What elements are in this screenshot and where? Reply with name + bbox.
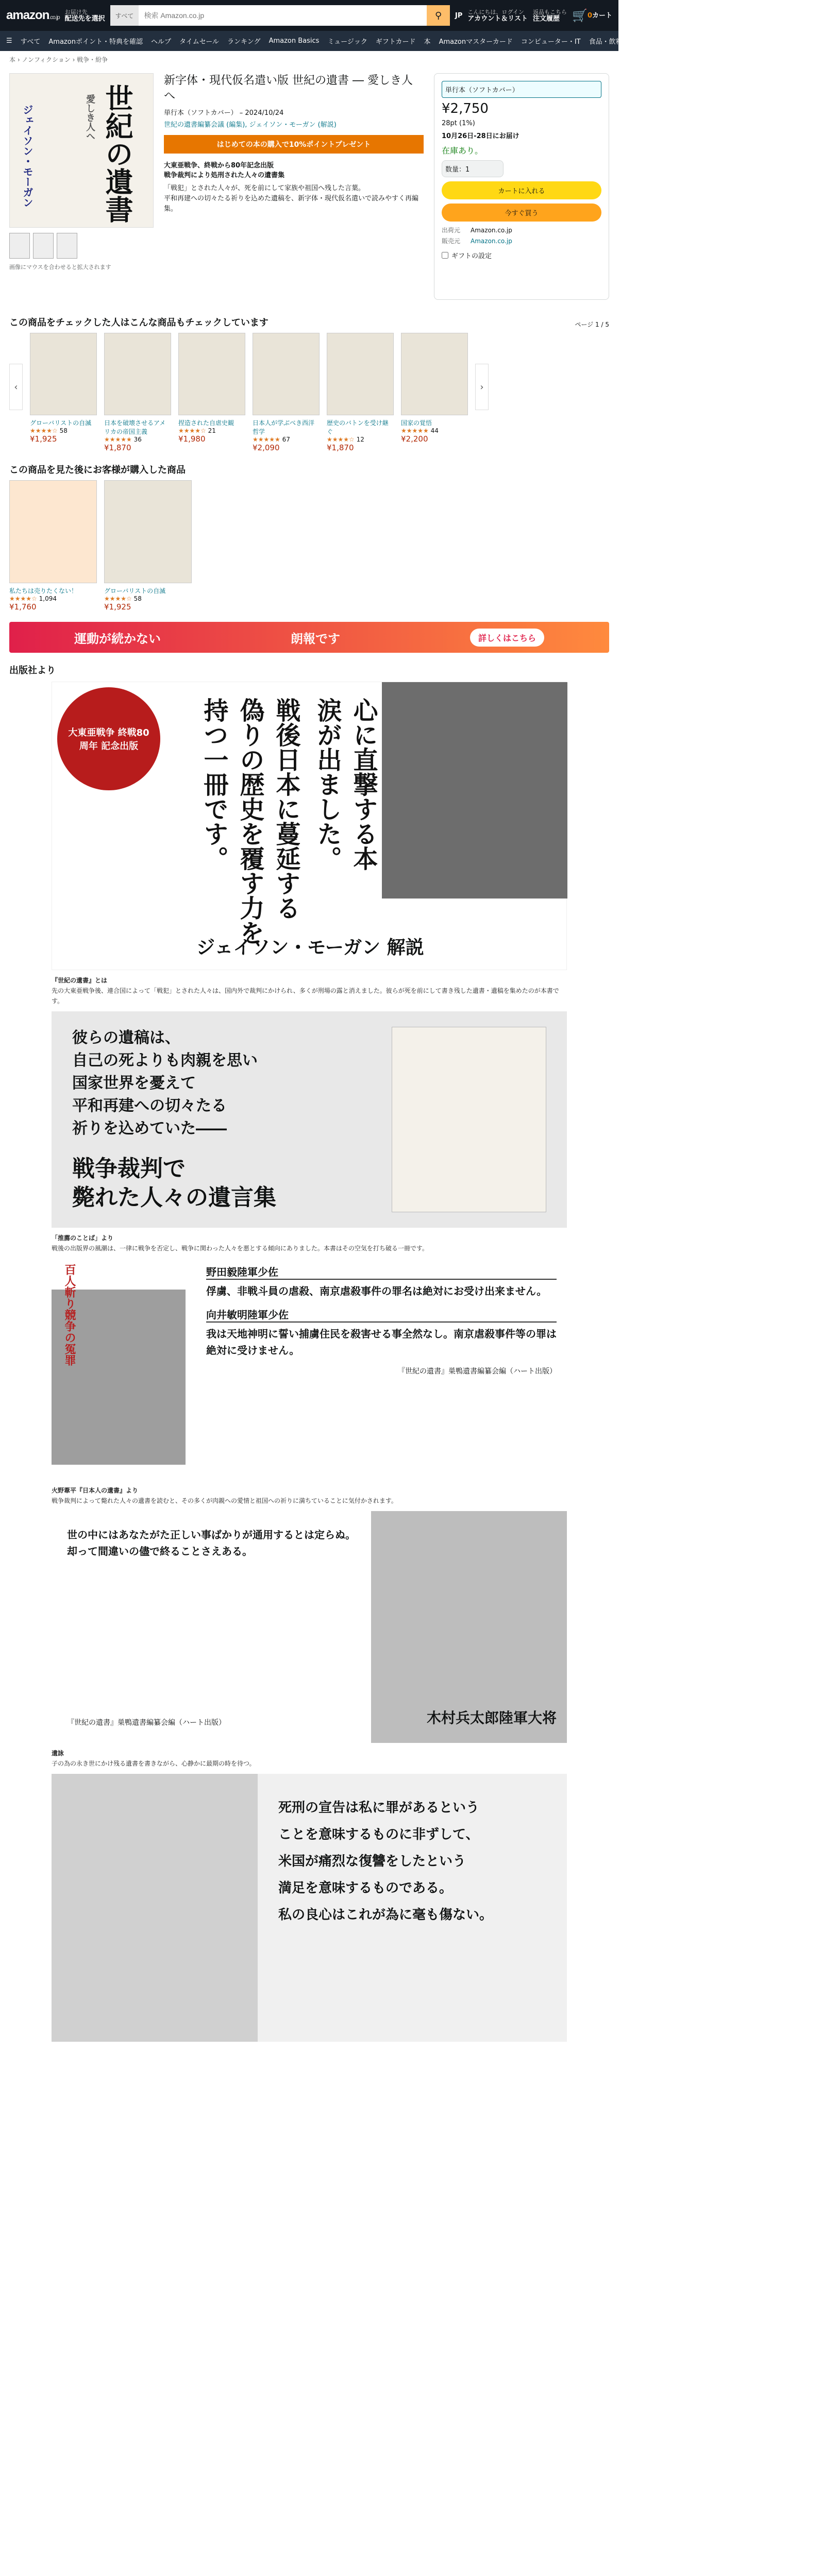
subnav-item[interactable]: ヘルプ: [150, 38, 171, 46]
recommendation-section: [0, 315, 618, 452]
buy-box: [434, 73, 609, 300]
subnav-item[interactable]: Amazonポイント・特典を確認: [48, 38, 143, 46]
amazon-logo[interactable]: amazon.co.jp: [6, 8, 60, 22]
product-image[interactable]: [104, 480, 192, 583]
product-format: 単行本（ソフトカバー） – 2024/10/24: [164, 109, 284, 117]
product-image[interactable]: [9, 480, 97, 583]
ad-banner[interactable]: [9, 622, 609, 653]
thumbnail[interactable]: [57, 233, 77, 259]
image-column: [9, 73, 154, 300]
rating-stars: ★★★★☆: [30, 427, 58, 434]
quote-line: 死刑の宣告は私に罪があるという: [278, 1800, 480, 1816]
quote-text: 我は天地神明に誓い捕虜住民を殺害せる事全然なし。南京虐殺事件等の罪は絶対に受けません。: [206, 1328, 557, 1357]
product-title[interactable]: 国家の覚悟: [401, 419, 432, 427]
carousel-next-button[interactable]: [475, 364, 489, 410]
rating-count[interactable]: 58: [59, 427, 68, 434]
section-text: [52, 1233, 567, 1253]
banner-line: 彼らの遺稿は、: [72, 1029, 180, 1047]
sub-nav: [0, 31, 822, 51]
rating-count[interactable]: 1,094: [39, 595, 57, 602]
search-icon: ⚲: [434, 10, 442, 21]
carousel: [9, 333, 609, 452]
product-price: ¥1,925: [30, 434, 57, 444]
cover-author: ジェイソン・モーガン: [21, 105, 33, 208]
text-heading: 「推薦のことば」より: [52, 1234, 114, 1242]
thumbnail[interactable]: [33, 233, 54, 259]
quote-author: 向井敏明陸軍少佐: [206, 1307, 557, 1323]
product-price: ¥2,200: [401, 434, 428, 444]
language-selector[interactable]: JP: [455, 11, 463, 20]
product-image[interactable]: [104, 333, 171, 415]
quote-line: 米国が痛烈な復讐をしたという: [278, 1854, 466, 1869]
publisher-banner-4: [52, 1511, 567, 1743]
text-body: 子の為の永き世にかけ残る遺書を書きながら、心静かに最期の時を待つ。: [52, 1760, 256, 1767]
product-image[interactable]: [253, 333, 320, 415]
quote-source: 『世紀の遺書』巣鴨遺書編纂会編（ハート出版）: [67, 1719, 226, 1727]
product-image[interactable]: [401, 333, 468, 415]
product-title[interactable]: グローバリストの自滅: [104, 587, 166, 595]
section-title: この商品をチェックした人はこんな商品もチェックしています: [9, 317, 269, 328]
seller-label: 出荷元: [442, 227, 461, 234]
chevron-left-icon: ‹: [14, 381, 18, 393]
product-image[interactable]: [327, 333, 394, 415]
gift-checkbox[interactable]: [442, 252, 448, 259]
subnav-item[interactable]: Amazon Basics: [269, 37, 320, 45]
banner-line: 祈りを込めていた――: [72, 1120, 227, 1138]
book-image: [392, 1027, 546, 1212]
product-title[interactable]: グローバリストの自滅: [30, 419, 92, 427]
add-to-cart-button[interactable]: カートに入れる: [442, 181, 601, 199]
also-bought-section: [0, 463, 618, 612]
subnav-item[interactable]: Prime Video: [782, 37, 822, 45]
cover-title: 世紀の遺書: [101, 84, 134, 223]
product-title[interactable]: 捏造された自虐史観: [178, 419, 234, 427]
desc-paragraph: 「戦犯」とされた人々が、死を前にして家族や祖国へ残した言葉。: [164, 184, 365, 192]
desc-line: 大東亜戦争、終戦から80年記念出版: [164, 162, 274, 170]
banner-line: 国家世界を憂えて: [72, 1074, 196, 1092]
quote-line: 私の良心はこれが為に毫も傷ない。: [278, 1907, 493, 1923]
search-category[interactable]: すべて: [110, 5, 139, 26]
sold-label: 販売元: [442, 238, 461, 245]
product-price: ¥1,870: [327, 443, 354, 452]
banner-heading: 戦後日本に蔓延する: [272, 698, 300, 920]
quote-source: 『世紀の遺書』巣鴨遺書編纂会編（ハート出版）: [398, 1367, 557, 1376]
author-name: ジェイソン・モーガン 解説: [196, 937, 424, 958]
rating-stars: ★★★★★: [401, 427, 429, 434]
product-card[interactable]: [104, 480, 192, 612]
price: ¥2,750: [442, 101, 489, 116]
subnav-item[interactable]: すべて: [20, 38, 41, 46]
seller-name: Amazon.co.jp: [471, 226, 512, 234]
gift-label: ギフトの設定: [451, 252, 492, 260]
product-price: ¥1,980: [178, 434, 206, 444]
product-price: ¥1,760: [9, 602, 37, 612]
ad-text: 運動が続かない: [74, 631, 161, 646]
deliver-to[interactable]: お届け先 配送先を選択: [64, 9, 105, 23]
hamburger-icon[interactable]: ☰: [6, 37, 12, 45]
delivery-date: 10月26日-28日にお届け: [442, 132, 519, 140]
carousel-prev-button[interactable]: [9, 364, 23, 410]
breadcrumb[interactable]: 本 › ノンフィクション › 戦争・紛争: [9, 56, 108, 63]
quote-line: 満足を意味するものである。: [278, 1880, 453, 1896]
text-body: 戦後の出版界の風潮は、一律に戦争を否定し、戦争に関わった人々を悪とする傾向にありました。本書はその空気を打ち破る一冊です。: [52, 1245, 428, 1252]
points: 28pt (1%): [442, 120, 475, 127]
subnav-item[interactable]: 食品・飲料・お酒: [589, 38, 643, 46]
publisher-banner-5: [52, 1774, 567, 2042]
quote-author: 野田毅陸軍少佐: [206, 1264, 557, 1280]
text-body: 戦争裁判によって斃れた人々の遺書を読むと、その多くが肉親への愛情と祖国への祈りに満ちていることに気付かされます。: [52, 1497, 397, 1504]
rating-count[interactable]: 21: [208, 427, 216, 434]
thumbnail-strip: [9, 233, 154, 259]
author-link[interactable]: 世紀の遺書編纂会議 (編集), ジェイソン・モーガン (解説): [164, 121, 337, 129]
quote-line: ことを意味するものに非ずして、: [278, 1827, 479, 1842]
rating-stars: ★★★★★: [253, 436, 280, 443]
product-card[interactable]: [178, 333, 245, 444]
banner-heading: 心に直撃する本: [349, 698, 378, 871]
ad-text: 朗報です: [290, 631, 340, 646]
text-body: 先の大東亜戦争後、連合国によって「戦犯」とされた人々は、国内外で裁判にかけられ、多くが刑場の露と消えました。彼らが死を前にして書き残した遺書・遺稿を集めたのが本書です。: [52, 987, 559, 1005]
banner-line: 自己の死よりも肉親を思い: [72, 1052, 258, 1070]
section-text: [52, 1748, 567, 1769]
thumbnail[interactable]: [9, 233, 30, 259]
text-heading: 『世紀の遺書』とは: [52, 977, 108, 984]
section-title: この商品を見た後にお客様が購入した商品: [9, 465, 186, 476]
account-menu[interactable]: こんにちは、ログイン アカウント＆リスト: [467, 9, 528, 23]
text-heading: 遺詠: [52, 1750, 64, 1757]
cover-subtitle: 愛しき人へ: [85, 94, 95, 141]
top-nav: [0, 0, 618, 31]
rating-stars: ★★★★☆: [104, 595, 132, 602]
product-title: 新字体・現代仮名遣い版 世紀の遺書 ― 愛しき人へ: [164, 74, 413, 103]
product-card[interactable]: [9, 480, 97, 612]
search-button[interactable]: [427, 5, 450, 26]
anniversary-badge: 大東亜戦争 終戦80周年 記念出版: [57, 687, 160, 790]
author-photo: [382, 682, 567, 899]
subnav-item[interactable]: プライム: [712, 38, 739, 46]
historical-photo: [52, 1774, 258, 2042]
zoom-caption: 画像にマウスを合わせると拡大されます: [9, 264, 111, 270]
publisher-heading: 出版社より: [9, 665, 56, 676]
product-image[interactable]: [178, 333, 245, 415]
subnav-item[interactable]: コンピューター・IT: [521, 38, 581, 46]
buy-now-button[interactable]: 今すぐ買う: [442, 204, 601, 222]
promo-banner[interactable]: はじめての本の購入で10%ポイントプレゼント: [164, 135, 424, 154]
product-price: ¥1,870: [104, 443, 131, 452]
subnav-item[interactable]: 本: [424, 38, 431, 46]
product-card[interactable]: [30, 333, 97, 444]
subnav-item[interactable]: ホーム＆キッチン: [650, 38, 704, 46]
portrait-name: 木村兵太郎陸軍大将: [426, 1709, 557, 1726]
product-image[interactable]: [30, 333, 97, 415]
banner-heading: 涙が出ました。: [313, 698, 342, 871]
product-card[interactable]: [327, 333, 394, 452]
banner-tag: 百人斬り競争の冤罪: [63, 1264, 76, 1366]
rating-count[interactable]: 67: [282, 436, 290, 443]
product-section: [0, 68, 618, 305]
banner-heading: 持つ一冊です。: [199, 698, 228, 871]
product-info: [164, 73, 424, 300]
stock-status: 在庫あり。: [442, 146, 483, 156]
quantity-select[interactable]: 数量：1: [442, 160, 504, 177]
format-selected[interactable]: 単行本（ソフトカバー）: [442, 81, 601, 98]
subnav-item[interactable]: ミュージック: [327, 38, 367, 46]
publisher-banner-2: [52, 1011, 567, 1228]
text-heading: 火野葦平『日本人の遺書』より: [52, 1487, 139, 1494]
chevron-right-icon: ›: [480, 381, 484, 393]
rating-stars: ★★★★☆: [9, 595, 37, 602]
product-title[interactable]: 日本人が学ぶべき西洋哲学: [253, 419, 315, 435]
subnav-item[interactable]: タイムセール: [179, 38, 219, 46]
subnav-item[interactable]: Amazonマスターカード: [439, 38, 513, 46]
quote-text: 俘虜、非戦斗員の虐殺、南京虐殺事件の罪名は絶対にお受け出来ません。: [206, 1285, 547, 1297]
carousel: [9, 480, 609, 612]
product-card[interactable]: [104, 333, 171, 452]
product-price: ¥2,090: [253, 443, 280, 452]
product-title[interactable]: 私たちは売りたくない！: [9, 587, 78, 595]
product-title[interactable]: 歴史のバトンを受け継ぐ: [327, 419, 389, 435]
publisher-banner-1: [52, 682, 567, 970]
section-text: [52, 975, 567, 1006]
banner-line: 平和再建への切々たる: [72, 1097, 227, 1115]
cart-icon: 🛒: [572, 8, 588, 23]
rating-count[interactable]: 44: [430, 427, 439, 434]
search-input[interactable]: [139, 5, 427, 26]
section-text: [52, 1485, 567, 1506]
book-cover-image[interactable]: [9, 73, 154, 228]
desc-line: 戦争裁判により処刑された人々の遺書集: [164, 172, 285, 179]
subnav-item[interactable]: 新着商品: [747, 38, 774, 46]
rating-count[interactable]: 36: [133, 436, 142, 443]
rating-stars: ★★★★☆: [178, 427, 206, 434]
banner-title: 斃れた人々の遺言集: [72, 1184, 276, 1211]
page-indicator: ページ 1 / 5: [575, 320, 609, 328]
rating-count[interactable]: 12: [356, 436, 364, 443]
quote-text: 世の中にはあなたがた正しい事ばかりが通用するとは定らぬ。却って間違いの儘で終ることさえある。: [67, 1529, 356, 1557]
product-card[interactable]: [401, 333, 468, 444]
product-price: ¥1,925: [104, 602, 131, 612]
product-card[interactable]: [253, 333, 320, 452]
search-bar: [110, 5, 450, 26]
desc-paragraph: 平和再建への切々たる祈りを込めた遺稿を、新字体・現代仮名遣いで読みやすく再編集。: [164, 195, 419, 213]
product-title[interactable]: 日本を破壊させるアメリカの帝国主義: [104, 419, 166, 435]
rating-stars: ★★★★★: [104, 436, 132, 443]
cart-button[interactable]: 🛒 0 カート: [572, 8, 612, 23]
subnav-item[interactable]: ランキング: [227, 38, 261, 46]
sold-by-link[interactable]: Amazon.co.jp: [471, 237, 512, 245]
rating-count[interactable]: 58: [133, 595, 142, 602]
banner-heading: 偽りの歴史を覆す力を: [236, 698, 264, 945]
subnav-item[interactable]: ギフトカード: [375, 38, 416, 46]
orders-link[interactable]: 返品もこちら 注文履歴: [533, 9, 567, 23]
rating-stars: ★★★★☆: [327, 436, 355, 443]
banner-title: 戦争裁判で: [72, 1156, 186, 1182]
ad-cta-button[interactable]: 詳しくはこちら: [470, 629, 544, 647]
publisher-banner-3: [52, 1259, 567, 1480]
